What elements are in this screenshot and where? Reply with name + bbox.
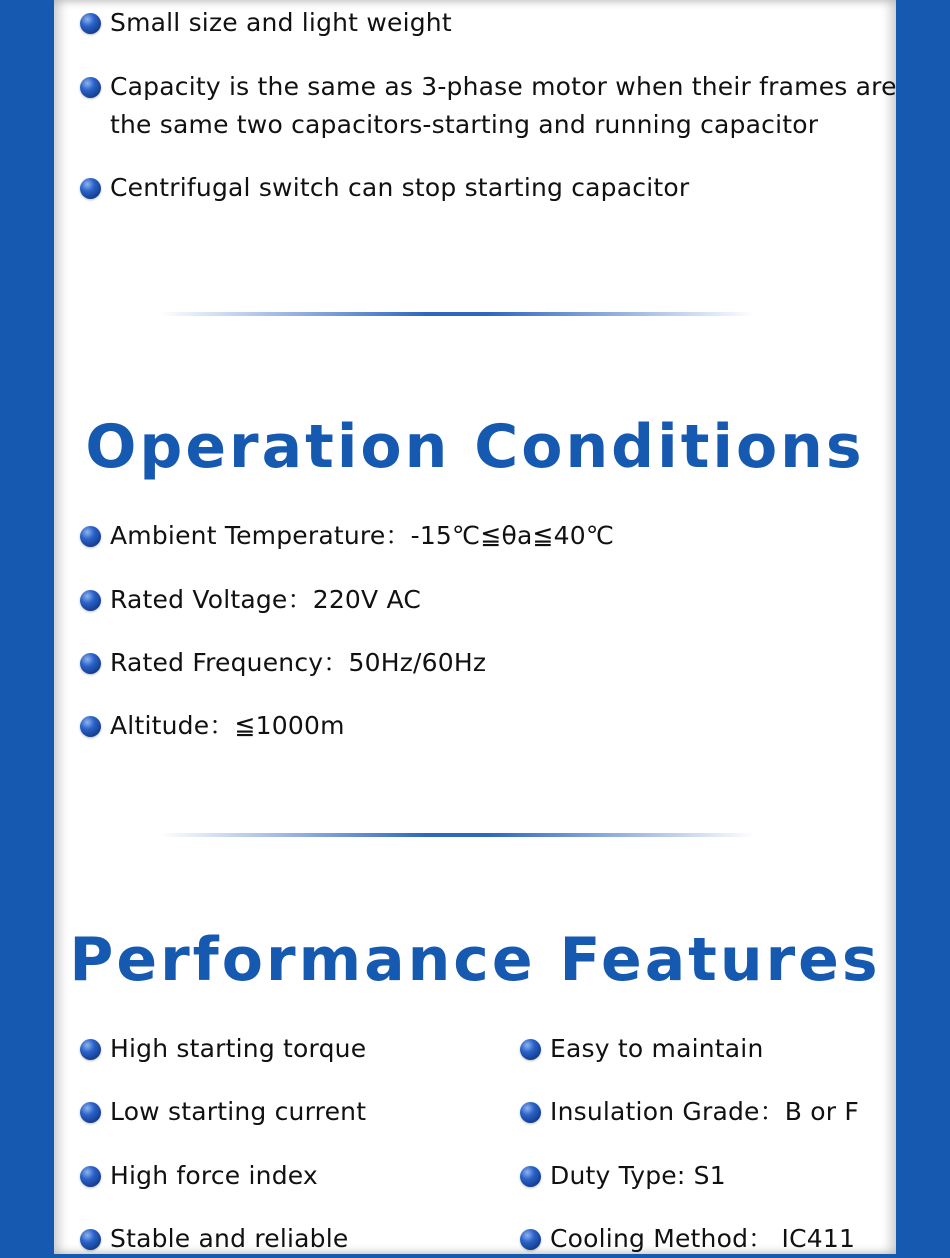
feature-text: High starting torque xyxy=(110,1034,367,1063)
blue-sphere-bullet-icon xyxy=(80,1229,101,1250)
blue-sphere-bullet-icon xyxy=(80,1102,101,1123)
feature-text: Small size and light weight xyxy=(110,8,452,37)
blue-sphere-bullet-icon xyxy=(80,526,101,547)
feature-text: Capacity is the same as 3-phase motor when their frames are xyxy=(110,72,897,101)
blue-sphere-bullet-icon xyxy=(80,716,101,737)
blue-sphere-bullet-icon xyxy=(80,178,101,199)
feature-text: Easy to maintain xyxy=(550,1034,764,1063)
feature-text: Insulation Grade：B or F xyxy=(550,1097,860,1126)
condition-text: Altitude：≦1000m xyxy=(110,711,345,740)
feature-text: Cooling Method： IC411 xyxy=(550,1224,856,1253)
blue-sphere-bullet-icon xyxy=(80,590,101,611)
blue-sphere-bullet-icon xyxy=(80,1166,101,1187)
feature-text: Stable and reliable xyxy=(110,1224,349,1253)
feature-text: the same two capacitors-starting and running capacitor xyxy=(110,110,819,139)
blue-sphere-bullet-icon xyxy=(520,1229,541,1250)
condition-text: Rated Frequency：50Hz/60Hz xyxy=(110,648,487,677)
blue-sphere-bullet-icon xyxy=(80,77,101,98)
feature-text: Low starting current xyxy=(110,1097,367,1126)
blue-sphere-bullet-icon xyxy=(80,653,101,674)
condition-text: Rated Voltage：220V AC xyxy=(110,585,421,614)
feature-text: Duty Type: S1 xyxy=(550,1161,726,1190)
section-divider xyxy=(160,312,755,316)
blue-sphere-bullet-icon xyxy=(80,1039,101,1060)
blue-sphere-bullet-icon xyxy=(520,1102,541,1123)
blue-sphere-bullet-icon xyxy=(520,1039,541,1060)
section-title: Operation Conditions xyxy=(85,412,865,482)
condition-text: Ambient Temperature：-15℃≦θa≦40℃ xyxy=(110,521,615,550)
blue-sphere-bullet-icon xyxy=(80,13,101,34)
section-divider xyxy=(160,833,755,837)
feature-text: Centrifugal switch can stop starting capacitor xyxy=(110,173,690,202)
blue-sphere-bullet-icon xyxy=(520,1166,541,1187)
section-title: Performance Features xyxy=(69,925,881,995)
feature-text: High force index xyxy=(110,1161,318,1190)
